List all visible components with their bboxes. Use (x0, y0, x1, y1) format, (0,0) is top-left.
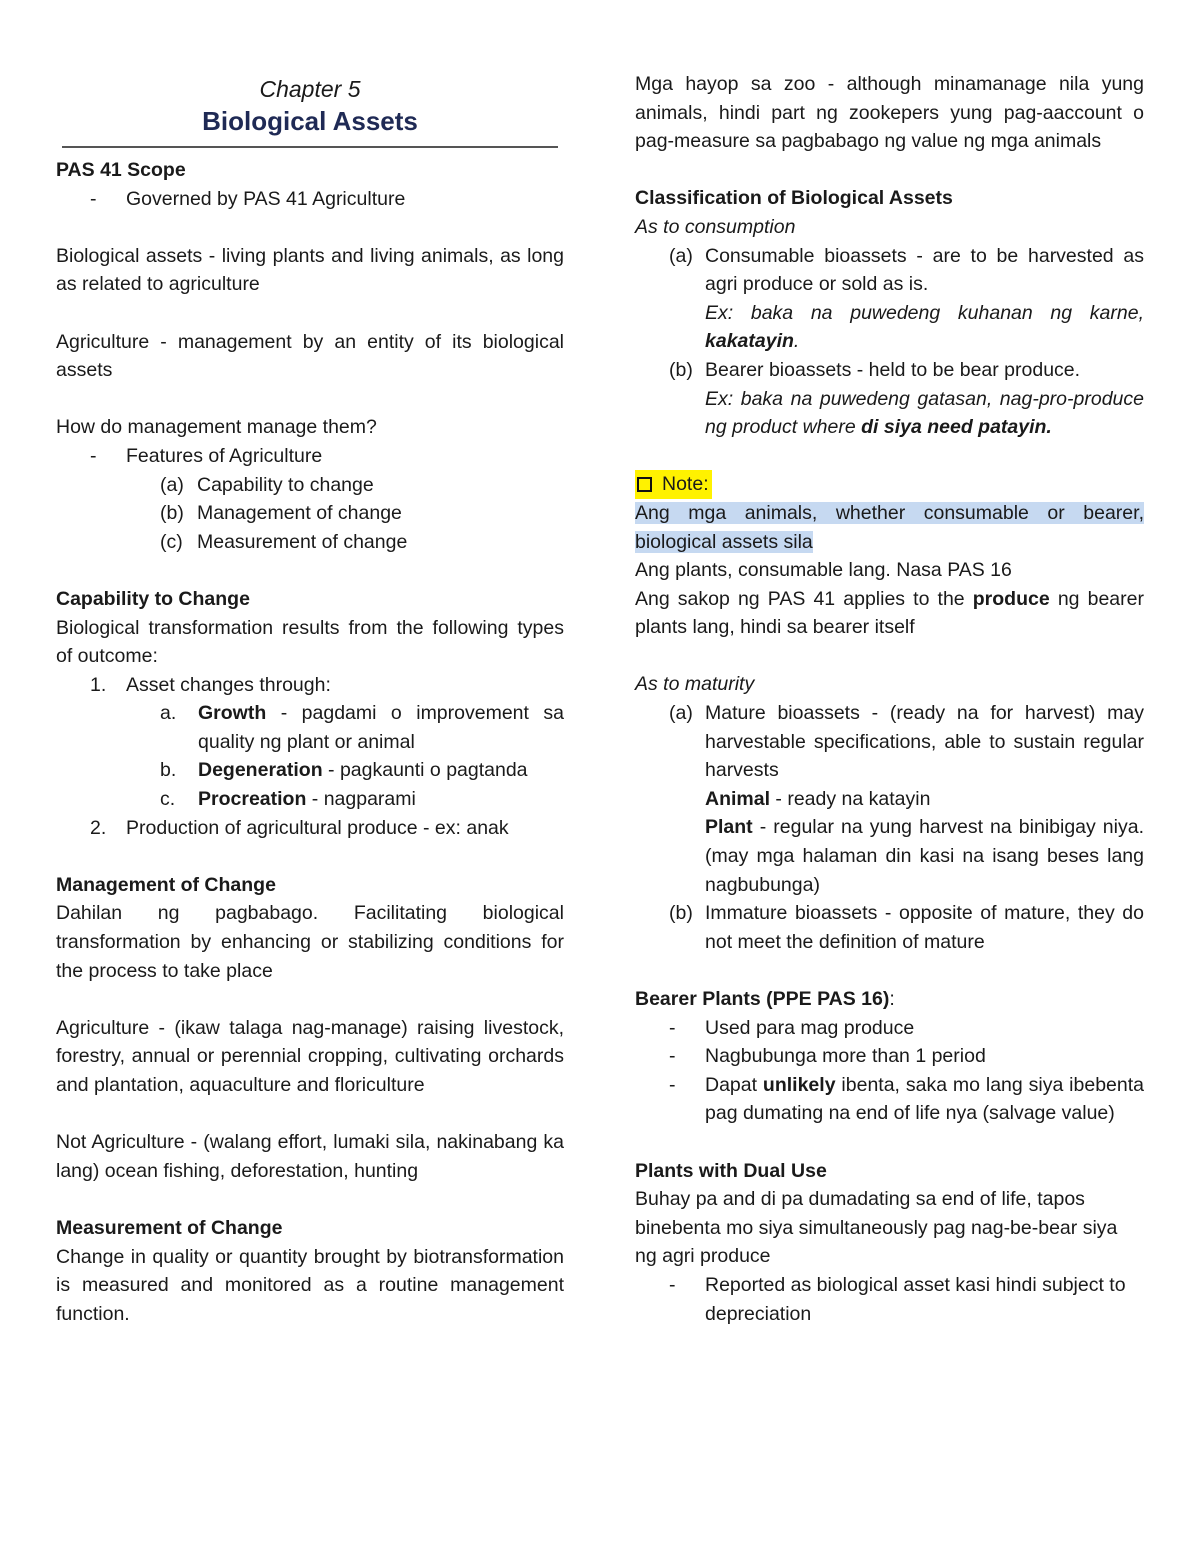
dual-use-heading: Plants with Dual Use (635, 1159, 827, 1182)
list-item (635, 1071, 1144, 1128)
outcome-text: Production of agricultural produce - ex: anak (126, 816, 509, 839)
list-item (56, 699, 564, 756)
note-highlight: Ang mga animals, whether consumable or bearer, biological assets sila (635, 501, 1144, 553)
consumable-example-bold: kakatayin (705, 330, 794, 353)
note-line (635, 470, 1144, 499)
list-item (56, 814, 564, 843)
bearer-text: Bearer bioassets - held to be bear produce. (705, 358, 1081, 381)
list-item (635, 699, 1144, 899)
bearer-item: Used para mag produce (705, 1016, 915, 1039)
bearer-item-text-end: ibenta, saka mo lang siya ibebenta pag dumating na end of life nya (salvage value) (705, 1073, 1145, 1125)
zoo-text: Mga hayop sa zoo - although minamanage nila yung animals, hindi part ng zookepers yung pag-aaccount o pag-measure sa pagbabago ng value ng mga animals (635, 73, 1144, 153)
change-term: Procreation (198, 788, 307, 811)
list-marker: a. (160, 702, 177, 725)
bullet-dash: - (669, 1045, 676, 1068)
how-question: How do management manage them? (56, 416, 377, 439)
capability-heading: Capability to Change (56, 587, 250, 610)
list-marker: (b) (669, 902, 693, 925)
list-item (56, 671, 564, 700)
change-desc: - nagparami (306, 788, 416, 811)
plant-term: Plant (705, 816, 753, 839)
list-item (56, 442, 564, 471)
dual-use-item: Reported as biological asset kasi hindi subject to depreciation (705, 1273, 1126, 1325)
management-text: Dahilan ng pagbabago. Facilitating biological transformation by enhancing or stabilizing conditions for the process to take place (56, 902, 564, 982)
bearer-item-text: Dapat (705, 1073, 763, 1096)
list-marker: (a) (669, 244, 693, 267)
consumable-text: Consumable bioassets - are to be harvested as agri produce or sold as is. (705, 244, 1144, 296)
list-item (635, 1271, 1144, 1328)
list-item (635, 356, 1144, 442)
note-scope-bold: produce (972, 587, 1050, 610)
list-marker: c. (160, 788, 176, 811)
scope-heading: PAS 41 Scope (56, 159, 186, 181)
agriculture-definition: Agriculture - management by an entity of its biological assets (56, 330, 564, 382)
bullet-dash: - (669, 1016, 676, 1039)
animal-desc: - ready na katayin (770, 787, 931, 810)
title-divider (62, 146, 558, 148)
bearer-plants-heading: Bearer Plants (PPE PAS 16) (635, 988, 890, 1010)
change-desc: - pagkaunti o pagtanda (322, 759, 528, 782)
note-scope (635, 585, 1144, 642)
bearer-item: Nagbubunga more than 1 period (705, 1045, 986, 1068)
page-title: Biological Assets (202, 106, 418, 136)
not-agriculture-text: Not Agriculture - (walang effort, lumaki sila, nakinabang ka lang) ocean fishing, deforestation, hunting (56, 1131, 564, 1182)
consumption-label: As to consumption (635, 215, 796, 238)
list-marker: 1. (90, 673, 107, 696)
consumable-example (705, 299, 1144, 356)
list-item (635, 1014, 1144, 1043)
list-marker: (a) (669, 702, 693, 725)
list-marker: (c) (160, 530, 183, 553)
scope-item: Governed by PAS 41 Agriculture (126, 187, 406, 210)
measurement-text: Change in quality or quantity brought by biotransformation is measured and monitored as a routine management function. (56, 1245, 564, 1325)
list-marker: (b) (669, 358, 693, 381)
list-item (56, 499, 564, 528)
period: . (793, 330, 800, 353)
mature-text: Mature bioassets - (ready na for harvest) may harvestable specifications, able to sustain regular harvests (705, 702, 1144, 782)
list-item (56, 785, 564, 814)
chapter-label: Chapter 5 (259, 76, 361, 102)
animal-line (705, 785, 1144, 814)
note-label: Note: (662, 473, 709, 496)
change-desc: - pagdami o improvement sa quality ng plant or animal (198, 702, 564, 753)
list-marker: 2. (90, 816, 107, 839)
outcome-text: Asset changes through: (126, 673, 331, 696)
bullet-dash: - (669, 1273, 676, 1296)
dual-use-text: Buhay pa and di pa dumadating sa end of life, tapos binebenta mo siya simultaneously pag nag-be-bear siya ng agri produce (635, 1188, 1118, 1268)
bearer-plants-heading-line (635, 985, 1144, 1014)
list-item (56, 185, 564, 214)
list-item (635, 242, 1144, 356)
right-column (635, 70, 1144, 1328)
bullet-dash: - (669, 1073, 676, 1096)
note-scope-text-end: ng bearer plants lang, hindi sa bearer itself (635, 587, 1144, 639)
consumable-example-text: Ex: baka na puwedeng kuhanan ng karne, (705, 301, 1144, 324)
left-column (56, 70, 564, 1328)
change-term: Growth (198, 702, 267, 725)
bearer-example-text: Ex: baka na puwedeng gatasan, nag-pro-produce ng product where (705, 387, 1144, 439)
animal-term: Animal (705, 787, 771, 810)
agriculture-text: Agriculture - (ikaw talaga nag-manage) raising livestock, forestry, annual or perennial cropping, cultivating orchards and plantation, aquaculture and floriculture (56, 1016, 564, 1096)
bio-assets-definition: Biological assets - living plants and living animals, as long as related to agriculture (56, 244, 564, 296)
features-label: Features of Agriculture (126, 444, 323, 467)
capability-text: Biological transformation results from the following types of outcome: (56, 616, 564, 668)
bearer-example-bold: di siya need patayin. (861, 416, 1052, 439)
checkbox-icon[interactable] (637, 477, 652, 492)
feature-text: Capability to change (197, 473, 374, 496)
maturity-label: As to maturity (635, 673, 755, 696)
bearer-item-bold: unlikely (762, 1073, 836, 1096)
note-scope-text: Ang sakop ng PAS 41 applies to the (635, 587, 973, 610)
immature-text: Immature bioassets - opposite of mature, they do not meet the definition of mature (705, 902, 1144, 953)
list-item (56, 471, 564, 500)
bullet-dash: - (90, 187, 97, 210)
list-marker: b. (160, 759, 177, 782)
list-marker: (a) (160, 473, 184, 496)
plant-desc: - regular na yung harvest na binibigay niya. (may mga halaman din kasi na isang beses lang nagbubunga) (705, 816, 1144, 896)
list-marker: (b) (160, 502, 184, 525)
measurement-heading: Measurement of Change (56, 1216, 283, 1239)
list-item (635, 1042, 1144, 1071)
bearer-example (705, 385, 1144, 442)
note-box (635, 470, 712, 499)
colon: : (889, 988, 895, 1010)
title-block (56, 74, 564, 138)
list-item (56, 528, 564, 557)
plant-line (705, 813, 1144, 899)
bullet-dash: - (90, 444, 97, 467)
classification-heading: Classification of Biological Assets (635, 187, 953, 210)
management-heading: Management of Change (56, 873, 276, 896)
feature-text: Management of change (197, 502, 402, 525)
list-item (56, 756, 564, 785)
note-plants: Ang plants, consumable lang. Nasa PAS 16 (635, 559, 1012, 582)
change-term: Degeneration (198, 759, 323, 782)
feature-text: Measurement of change (197, 530, 408, 553)
list-item (635, 899, 1144, 956)
